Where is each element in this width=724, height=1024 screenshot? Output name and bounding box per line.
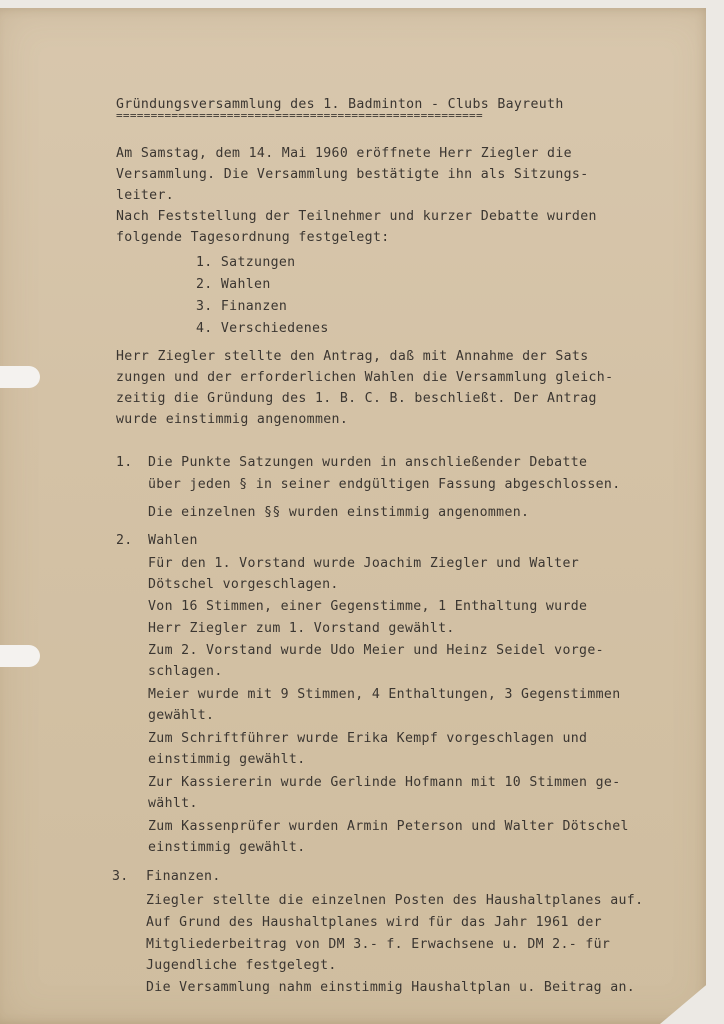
intro-line: Versammlung. Die Versammlung bestätigte ihn als Sitzungs-: [116, 167, 589, 182]
section-2-line: einstimmig gewählt.: [148, 752, 306, 767]
page-edge: [706, 8, 724, 1024]
section-3-number: 3.: [112, 869, 129, 884]
section-2-line: Für den 1. Vorstand wurde Joachim Ziegler und Walter: [148, 556, 580, 571]
section-3-line: Ziegler stellte die einzelnen Posten des Haushaltplanes auf.: [146, 893, 644, 908]
section-1-number: 1.: [116, 455, 133, 470]
motion-line: Herr Ziegler stellte den Antrag, daß mit Annahme der Sats: [116, 349, 589, 364]
document-title: Gründungsversammlung des 1. Badminton - Clubs Bayreuth: [116, 97, 564, 112]
motion-line: zungen und der erforderlichen Wahlen die Versammlung gleich-: [116, 370, 614, 385]
intro-line: Nach Feststellung der Teilnehmer und kurzer Debatte wurden: [116, 209, 597, 224]
section-1-line: über jeden § in seiner endgültigen Fassung abgeschlossen.: [148, 477, 621, 492]
intro-line: folgende Tagesordnung festgelegt:: [116, 230, 390, 245]
section-1-line: Die einzelnen §§ wurden einstimmig angenommen.: [148, 505, 530, 520]
section-2-line: einstimmig gewählt.: [148, 840, 306, 855]
section-1-line: Die Punkte Satzungen wurden in anschließender Debatte: [148, 455, 588, 470]
agenda-item: 3. Finanzen: [196, 299, 288, 314]
section-3-line: Auf Grund des Haushaltplanes wird für das Jahr 1961 der: [146, 915, 602, 930]
section-2-line: Zum Kassenprüfer wurden Armin Peterson und Walter Dötschel: [148, 819, 629, 834]
motion-line: wurde einstimmig angenommen.: [116, 412, 349, 427]
section-3-line: Mitgliederbeitrag von DM 3.- f. Erwachsene u. DM 2.- für: [146, 937, 611, 952]
agenda-list: [196, 252, 329, 357]
section-1-body: [148, 452, 621, 536]
section-2-number: 2.: [116, 533, 133, 548]
section-2-line: schlagen.: [148, 664, 223, 679]
intro-line: leiter.: [116, 188, 175, 203]
agenda-item: 2. Wahlen: [196, 277, 271, 292]
section-3-body: [146, 866, 644, 1013]
section-2-line: Herr Ziegler zum 1. Vorstand gewählt.: [148, 621, 455, 636]
section-2-line: Meier wurde mit 9 Stimmen, 4 Enthaltungen, 3 Gegenstimmen: [148, 687, 621, 702]
motion-line: zeitig die Gründung des 1. B. C. B. beschließt. Der Antrag: [116, 391, 597, 406]
section-2-line: Von 16 Stimmen, einer Gegenstimme, 1 Enthaltung wurde: [148, 599, 588, 614]
section-2-line: Zur Kassiererin wurde Gerlinde Hofmann mit 10 Stimmen ge-: [148, 775, 621, 790]
agenda-item: 1. Satzungen: [196, 255, 296, 270]
section-2-line: Zum 2. Vorstand wurde Udo Meier und Heinz Seidel vorge-: [148, 643, 604, 658]
punch-hole-lower: [0, 645, 40, 667]
punch-hole-upper: [0, 366, 40, 388]
section-2-line: wählt.: [148, 796, 198, 811]
title-underline: =====================================================: [116, 109, 483, 122]
agenda-item: 4. Verschiedenes: [196, 321, 329, 336]
section-3-line: Jugendliche festgelegt.: [146, 958, 337, 973]
section-2-body: [148, 530, 629, 866]
section-3-line: Die Versammlung nahm einstimmig Haushaltplan u. Beitrag an.: [146, 980, 636, 995]
section-2-line: Zum Schriftführer wurde Erika Kempf vorgeschlagen und: [148, 731, 588, 746]
section-2-line: Wahlen: [148, 533, 198, 548]
section-2-line: gewählt.: [148, 708, 215, 723]
section-3-line: Finanzen.: [146, 869, 221, 884]
motion-paragraph: [116, 346, 614, 451]
intro-line: Am Samstag, dem 14. Mai 1960 eröffnete Herr Ziegler die: [116, 146, 572, 161]
section-2-line: Dötschel vorgeschlagen.: [148, 577, 339, 592]
